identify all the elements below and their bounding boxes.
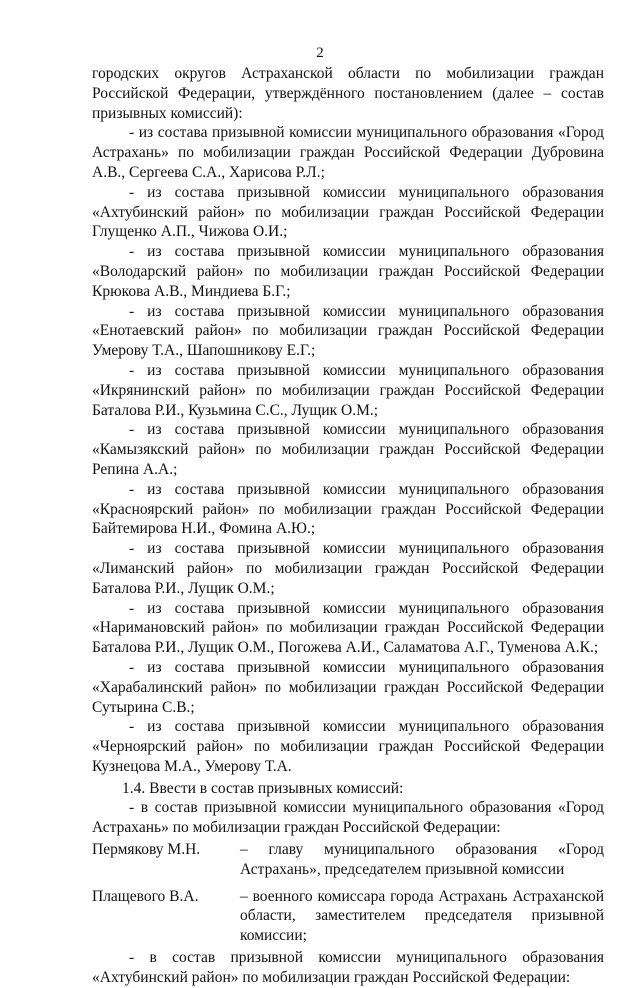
- exclusion-item-chernoyarsky: - из состава призывной комиссии муниципального образования «Черноярский район» по мобилизации граждан Российской Федерации Кузнецова М.А., Умерову Т.А.: [92, 718, 604, 775]
- appointment-row: [92, 840, 604, 880]
- appointee-description: – главу муниципального образования «Город Астрахань», председателем призывной комиссии: [240, 841, 604, 878]
- appointee-name: Плащевого В.А.: [92, 887, 199, 905]
- astrakhan-intro: - в состав призывной комиссии муниципального образования «Город Астрахань» по мобилизации граждан Российской Федерации:: [92, 799, 604, 837]
- exclusion-item-kamyzyaksky: - из состава призывной комиссии муниципального образования «Камызякский район» по мобилизации граждан Российской Федерации Репина А.А.;: [92, 421, 604, 478]
- exclusion-item-ikryaninsky: - из состава призывной комиссии муниципального образования «Икрянинский район» по мобилизации граждан Российской Федерации Баталова Р.И., Кузьмина С.С., Лущик О.М.;: [92, 361, 604, 419]
- exclusion-item-limansky: - из состава призывной комиссии муниципального образования «Лиманский район» по мобилизации граждан Российской Федерации Баталова Р.И., Лущик О.М.;: [92, 540, 604, 597]
- exclusion-item-kharabalinsky: - из состава призывной комиссии муниципального образования «Харабалинский район» по мобилизации граждан Российской Федерации Сутырина С.В.;: [92, 658, 604, 716]
- exclusion-item-krasnoyarsky: - из состава призывной комиссии муниципального образования «Красноярский район» по мобилизации граждан Российской Федерации Байтемирова Н.И., Фомина А.Ю.;: [92, 480, 604, 538]
- exclusion-item-akhtubinsky: - из состава призывной комиссии муниципального образования «Ахтубинский район» по мобилизации граждан Российской Федерации Глущенко А.П., Чижова О.И.;: [92, 183, 604, 241]
- akhtubinsky-intro: - в состав призывной комиссии муниципального образования «Ахтубинский район» по мобилизации граждан Российской Федерации:: [92, 949, 604, 986]
- exclusion-item-narimanovsky: - из состава призывной комиссии муниципального образования «Наримановский район» по мобилизации граждан Российской Федерации Баталова Р.И., Лущик О.М., Погожева А.И., Саламатова А.Г., Туменова А.К.;: [92, 599, 604, 657]
- section-heading: 1.4. Ввести в состав призывных комиссий:: [122, 779, 404, 797]
- document-body: [92, 64, 604, 988]
- exclusion-item-volodarsky: - из состава призывной комиссии муниципального образования «Володарский район» по мобилизации граждан Российской Федерации Крюкова А.В., Миндиева Б.Г.;: [92, 243, 604, 300]
- appointee-name: Пермякову М.Н.: [92, 841, 201, 859]
- intro-paragraph: городских округов Астраханской области по мобилизации граждан Российской Федерации, утверждённого постановлением (далее – состав призывных комиссий):: [92, 65, 604, 122]
- appointee-description: – военного комиссара города Астрахань Астраханской области, заместителем председателя призывной комиссии;: [240, 887, 604, 945]
- page-number: 2: [316, 45, 324, 61]
- exclusion-item-gorod-astrakhan: - из состава призывной комиссии муниципального образования «Город Астрахань» по мобилизации граждан Российской Федерации Дубровина А.В., Сергеева С.А., Харисова Р.Л.;: [92, 124, 604, 181]
- appointment-row: [92, 887, 604, 946]
- exclusion-item-enotaevsky: - из состава призывной комиссии муниципального образования «Енотаевский район» по мобилизации граждан Российской Федерации Умерову Т.А., Шапошникову Е.Г.;: [92, 302, 604, 360]
